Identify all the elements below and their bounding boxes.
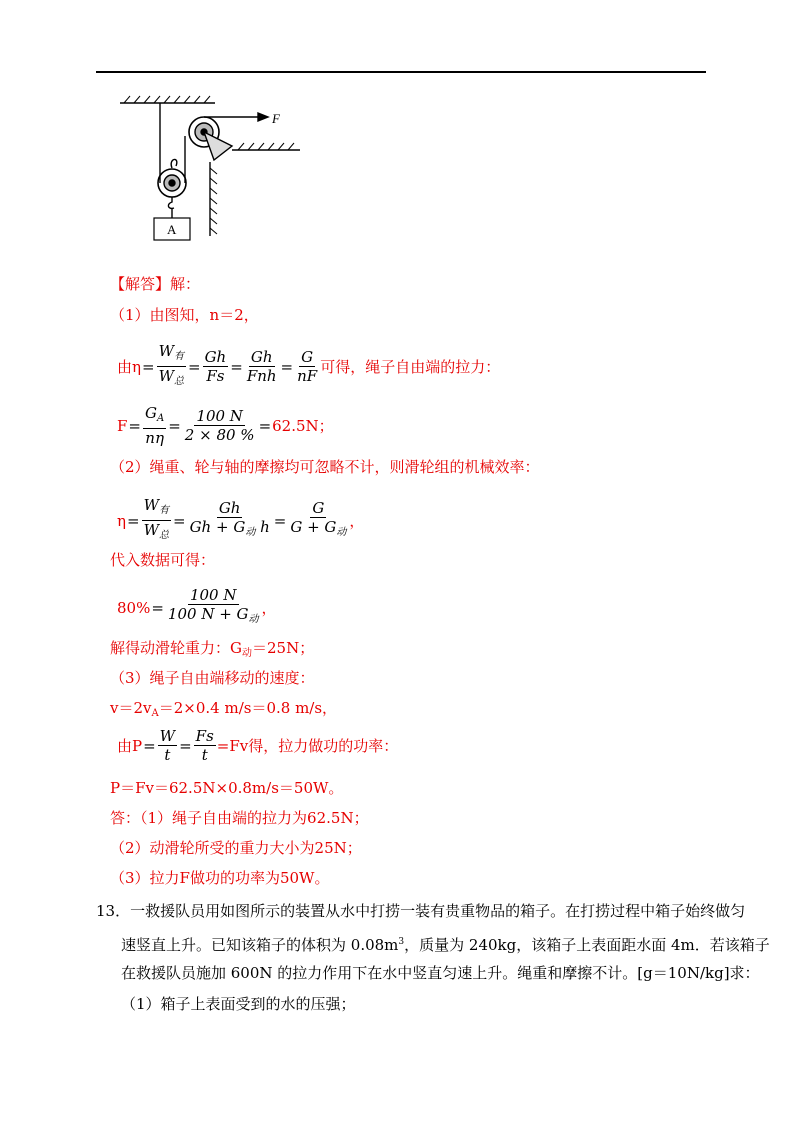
final-answer-2: （2）动滑轮所受的重力大小为25N； (110, 839, 362, 857)
efficiency-equation-2: η = $\frac{W_有}{W_总}$ = $\frac{\text{Gℎ}}{Gℎ + G_动 ℎ}$ = $\frac{G}{G + G_动}$ ， (117, 496, 365, 541)
answer-substitute: 代入数据可得： (110, 551, 216, 569)
efficiency-equation-1: 由η = $\frac{W_有}{W_总}$ = $\frac{\text{Gℎ}}{Fs}$ = $\frac{\text{Gℎ}}{\text{Fnℎ}}$ = $\frac{G}{nF}$ 可得，绳子自由端的拉力： (117, 342, 501, 387)
force-equation: F = $\frac{G_A}{n\eta}$ = $\frac{100 N}{2 \times 80 \%}$ = 62.5N； (117, 404, 334, 447)
power-equation: 由P = $\frac{W}{t}$ = $\frac{Fs}{t}$ =Fv得，拉力做功的功率： (117, 727, 399, 764)
pulley-diagram (110, 88, 310, 248)
block-label: A (167, 222, 177, 237)
velocity-equation: $v=2v_A=2\times 0.4$ m/s＝0.8 m/s， (110, 699, 338, 719)
question-13-line-2: 速竖直上升。已知该箱子的体积为 $0.08m^3$，质量为 240kg，该箱子上表面距水面 4m．若该箱子 (121, 936, 770, 954)
power-result: P＝Fv＝62.5N×0.8m/s＝50W。 (110, 779, 344, 797)
answer-step-3: （3）绳子自由端移动的速度： (110, 669, 315, 687)
top-rule (96, 71, 706, 73)
answer-step-2: （2）绳重、轮与轴的摩擦均可忽略不计，则滑轮组的机械效率： (110, 458, 540, 476)
force-label: F (272, 111, 280, 126)
question-13-line-3: 在救援队员施加 600N 的拉力作用下在水中竖直匀速上升。绳重和摩擦不计。[g＝10N/kg]求： (121, 964, 760, 982)
question-13-line-1: 13．一救援队员用如图所示的装置从水中打捞一装有贵重物品的箱子。在打捞过程中箱子始终做匀 (96, 902, 746, 920)
final-answer-1: 答：（1）绳子自由端的拉力为62.5N； (110, 809, 369, 827)
question-13-line-4: （1）箱子上表面受到的水的压强； (121, 995, 356, 1013)
answer-header: 【解答】解： (110, 275, 201, 293)
final-answer-3: （3）拉力F做功的功率为50W。 (110, 869, 330, 887)
pulley-weight-result: 解得动滑轮重力：$G_动=25N$； (110, 639, 315, 659)
answer-step-1: （1）由图知，n＝2， (110, 306, 259, 324)
substitution-equation: 80% = $\frac{100 N}{100 N + G_动}$ ， (117, 586, 277, 625)
